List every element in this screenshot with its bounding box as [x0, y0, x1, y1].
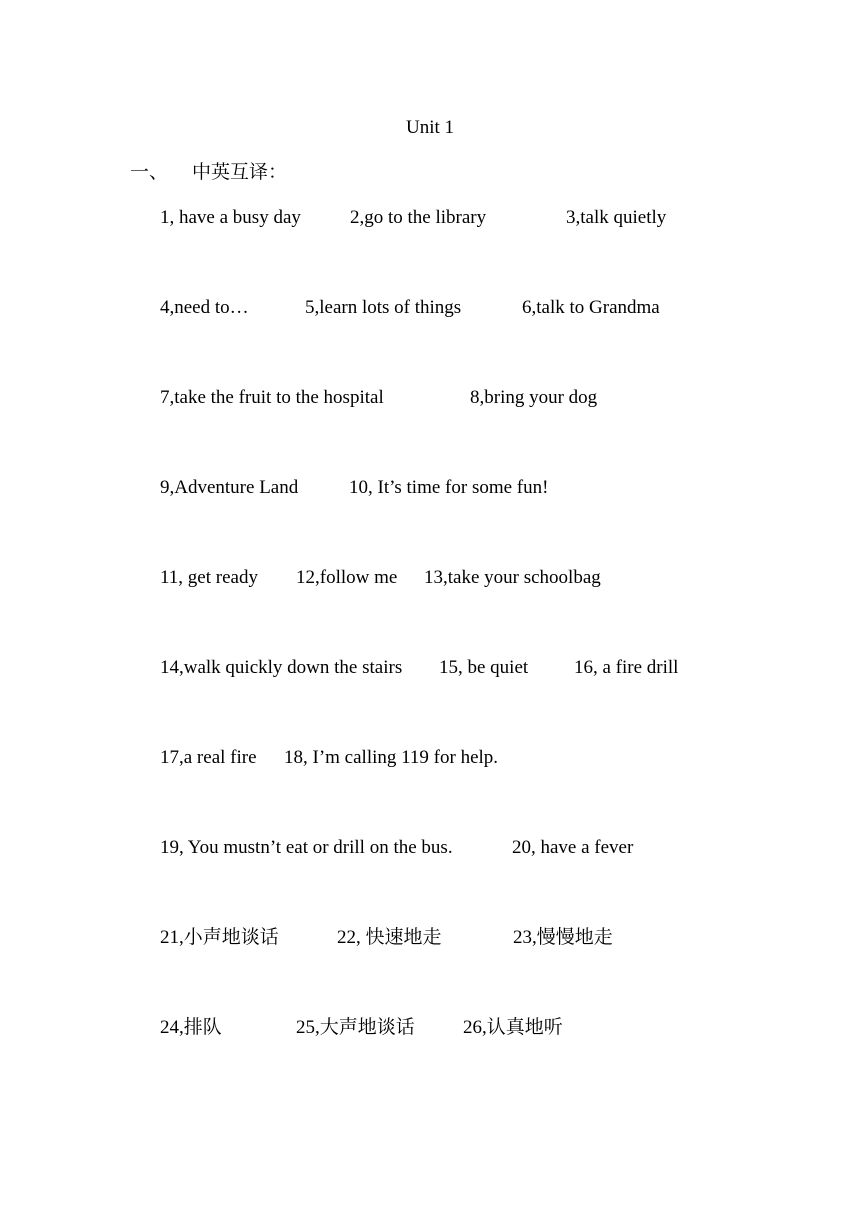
exercise-item-13: 13,take your schoolbag [424, 567, 601, 588]
exercise-item-15: 15, be quiet [439, 657, 529, 678]
exercise-item-24: 24,排队 [160, 1017, 222, 1038]
exercise-item-18: 18, I’m calling 119 for help. [284, 747, 499, 768]
exercise-item-9: 9,Adventure Land [160, 477, 299, 498]
exercise-row-1 [160, 206, 840, 230]
exercise-item-4: 4,need to… [160, 297, 249, 318]
exercise-item-25: 25,大声地谈话 [296, 1017, 415, 1038]
exercise-item-11: 11, get ready [160, 567, 258, 588]
exercise-row-8 [160, 836, 840, 860]
exercise-item-2: 2,go to the library [350, 207, 487, 228]
section-title: 中英互译： [192, 162, 288, 183]
exercise-item-12: 12,follow me [296, 567, 398, 588]
exercise-item-6: 6,talk to Grandma [522, 297, 660, 318]
exercise-row-9 [160, 926, 840, 950]
exercise-item-16: 16, a fire drill [574, 657, 679, 678]
exercise-item-20: 20, have a fever [512, 837, 634, 858]
exercise-item-21: 21,小声地谈话 [160, 927, 279, 948]
exercise-item-23: 23,慢慢地走 [513, 927, 613, 948]
exercise-item-26: 26,认真地听 [463, 1017, 563, 1038]
section-number: 一、 [130, 162, 169, 183]
exercise-item-8: 8,bring your dog [470, 387, 598, 408]
exercise-item-17: 17,a real fire [160, 747, 257, 768]
exercise-item-7: 7,take the fruit to the hospital [160, 387, 384, 408]
page-title: Unit 1 [405, 117, 455, 138]
exercise-row-10 [160, 1016, 840, 1040]
exercise-row-3 [160, 386, 840, 410]
exercise-row-6 [160, 656, 840, 680]
exercise-item-22: 22, 快速地走 [337, 927, 442, 948]
exercise-row-7 [160, 746, 840, 770]
exercise-item-5: 5,learn lots of things [305, 297, 462, 318]
exercise-item-1: 1, have a busy day [160, 207, 301, 228]
exercise-row-5 [160, 566, 840, 590]
exercise-item-19: 19, You mustn’t eat or drill on the bus. [160, 837, 453, 858]
exercise-row-2 [160, 296, 840, 320]
exercise-item-14: 14,walk quickly down the stairs [160, 657, 403, 678]
exercise-item-10: 10, It’s time for some fun! [349, 477, 549, 498]
exercise-row-4 [160, 476, 840, 500]
section-heading [130, 161, 287, 185]
exercise-item-3: 3,talk quietly [566, 207, 667, 228]
